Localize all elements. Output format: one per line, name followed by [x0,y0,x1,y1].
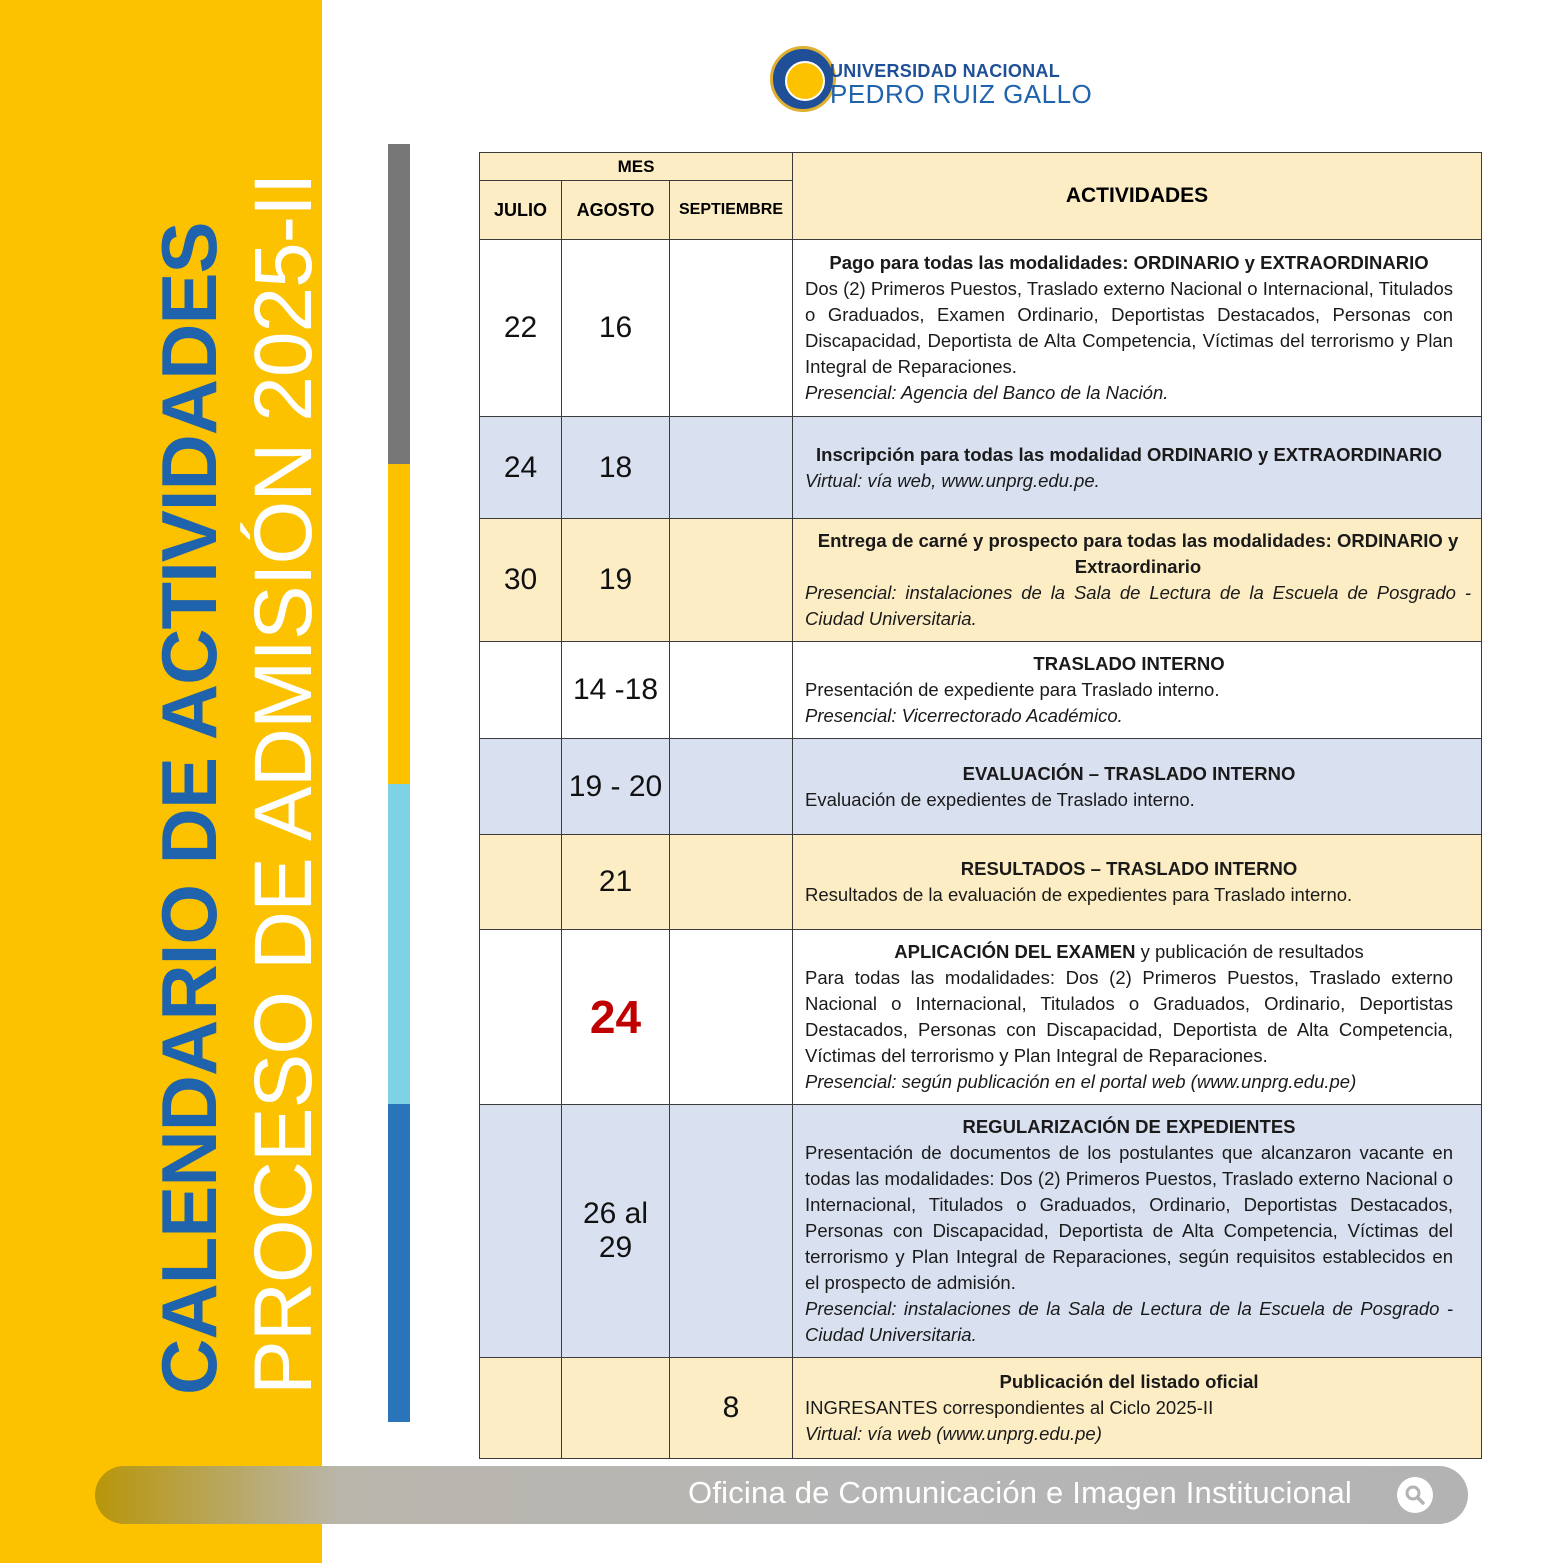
title-proceso: PROCESO DE ADMISIÓN 2025-II [238,173,329,1395]
cell-agosto: 18 [562,417,670,519]
cell-septiembre [670,240,793,417]
table-row [480,519,1482,642]
activity-desc: Resultados de la evaluación de expedientes para Traslado interno. [805,884,1353,905]
cell-actividad [793,240,1482,417]
table-row [480,1358,1482,1459]
table-row [480,739,1482,835]
table-row [480,1105,1482,1358]
activity-title-suffix: y publicación de resultados [1135,941,1364,962]
activity-title: REGULARIZACIÓN DE EXPEDIENTES [962,1116,1296,1137]
cell-septiembre: 8 [670,1358,793,1459]
activity-title-wrap [805,939,1453,965]
activity-location: Presencial: instalaciones de la Sala de Lectura de la Escuela de Posgrado - Ciudad Universitaria. [805,582,1472,629]
cell-actividad [793,1105,1482,1358]
cell-actividad [793,1358,1482,1459]
activity-title: Entrega de carné y prospecto para todas las modalidades: ORDINARIO y Extraordinario [817,530,1459,577]
cell-julio [480,1105,562,1358]
cell-septiembre [670,930,793,1105]
decor-bar-lightblue [388,784,410,1104]
activities-table [479,152,1482,1459]
cell-agosto: 21 [562,835,670,930]
activity-title: Inscripción para todas las modalidad ORDINARIO y EXTRAORDINARIO [816,443,1443,465]
cell-julio [480,835,562,930]
cell-agosto: 16 [562,240,670,417]
cell-julio: 24 [480,417,562,519]
cell-julio [480,739,562,835]
activity-title: Publicación del listado oficial [999,1371,1259,1392]
decor-bar-blue [388,1104,410,1422]
cell-septiembre [670,642,793,739]
decor-bar-gray [388,144,410,464]
cell-actividad [793,642,1482,739]
cell-actividad [793,417,1482,519]
footer-office-name: Oficina de Comunicación e Imagen Institucional [688,1475,1352,1510]
cell-julio [480,930,562,1105]
activity-title: EVALUACIÓN – TRASLADO INTERNO [962,762,1296,784]
university-seal-icon [770,46,836,112]
cell-agosto [562,1358,670,1459]
table-header-row [480,153,1482,181]
activity-title: Pago para todas las modalidades: ORDINARIO y EXTRAORDINARIO [829,252,1429,273]
decor-bar-yellow [388,464,410,784]
activity-location: Presencial: Vicerrectorado Académico. [805,705,1123,726]
activity-location: Virtual: vía web, www.unprg.edu.pe. [805,469,1100,491]
table-row [480,835,1482,930]
header-actividades: ACTIVIDADES [793,153,1482,240]
table-row [480,930,1482,1105]
vertical-title [0,0,329,1563]
exam-date-highlight: 24 [589,991,642,1043]
cell-septiembre [670,835,793,930]
activity-title: RESULTADOS – TRASLADO INTERNO [960,858,1298,879]
title-calendario: CALENDARIO DE ACTIVIDADES [145,222,233,1395]
activity-location: Presencial: Agencia del Banco de la Nación. [805,382,1169,403]
cell-julio: 22 [480,240,562,417]
header-agosto: AGOSTO [562,181,670,240]
table-row [480,642,1482,739]
cell-agosto: 14 -18 [562,642,670,739]
cell-agosto: 19 - 20 [562,739,670,835]
cell-septiembre [670,739,793,835]
activity-location: Virtual: vía web (www.unprg.edu.pe) [805,1423,1102,1444]
header-mes: MES [480,153,793,181]
cell-julio [480,1358,562,1459]
cell-actividad [793,835,1482,930]
activity-desc: Evaluación de expedientes de Traslado interno. [805,788,1195,810]
cell-actividad [793,930,1482,1105]
activity-desc: Presentación de documentos de los postulantes que alcanzaron vacante en todas las modalidades: Dos (2) Primeros Puestos, Traslado externo Nacional o Internacional, Titulados o Graduados, Ordinario, Deportistas Destacados, Personas con Discapacidad, Deportista de Alta Competencia, Víctimas del terrorismo y Plan Integral de Reparaciones, según requisitos establecidos en el prospecto de admisión. [805,1142,1454,1293]
cell-septiembre [670,417,793,519]
university-logo [770,46,1093,118]
logo-line1: UNIVERSIDAD NACIONAL [830,61,1061,81]
activity-desc: Dos (2) Primeros Puestos, Traslado externo Nacional o Internacional, Titulados o Graduados, Examen Ordinario, Deportistas Destacados, Personas con Discapacidad, Deportista de Alta Competencia, Víctimas del terrorismo y Plan Integral de Reparaciones. [805,278,1454,377]
activity-title: APLICACIÓN DEL EXAMEN [894,941,1136,962]
cell-septiembre [670,1105,793,1358]
header-septiembre: SEPTIEMBRE [670,181,793,240]
cell-agosto [562,930,670,1105]
cell-julio [480,642,562,739]
activity-location: Presencial: según publicación en el portal web (www.unprg.edu.pe) [805,1071,1357,1092]
cell-septiembre [670,519,793,642]
activity-title: TRASLADO INTERNO [1033,653,1225,674]
cell-actividad [793,519,1482,642]
cell-agosto: 19 [562,519,670,642]
search-icon[interactable] [1397,1477,1433,1513]
cell-actividad [793,739,1482,835]
activity-desc: INGRESANTES correspondientes al Ciclo 2025-II [805,1397,1214,1418]
header-julio: JULIO [480,181,562,240]
logo-line2: PEDRO RUIZ GALLO [830,79,1093,109]
activity-desc: Presentación de expediente para Traslado interno. [805,679,1220,700]
table-row [480,240,1482,417]
activity-desc: Para todas las modalidades: Dos (2) Primeros Puestos, Traslado externo Nacional o Internacional, Titulados o Graduados, Ordinario, Deportistas Destacados, Personas con Discapacidad, Deportista de Alta Competencia, Víctimas del terrorismo y Plan Integral de Reparaciones. [805,967,1454,1066]
activity-location: Presencial: instalaciones de la Sala de Lectura de la Escuela de Posgrado - Ciudad Universitaria. [805,1298,1454,1345]
cell-agosto: 26 al 29 [562,1105,670,1358]
table-row [480,417,1482,519]
cell-julio: 30 [480,519,562,642]
